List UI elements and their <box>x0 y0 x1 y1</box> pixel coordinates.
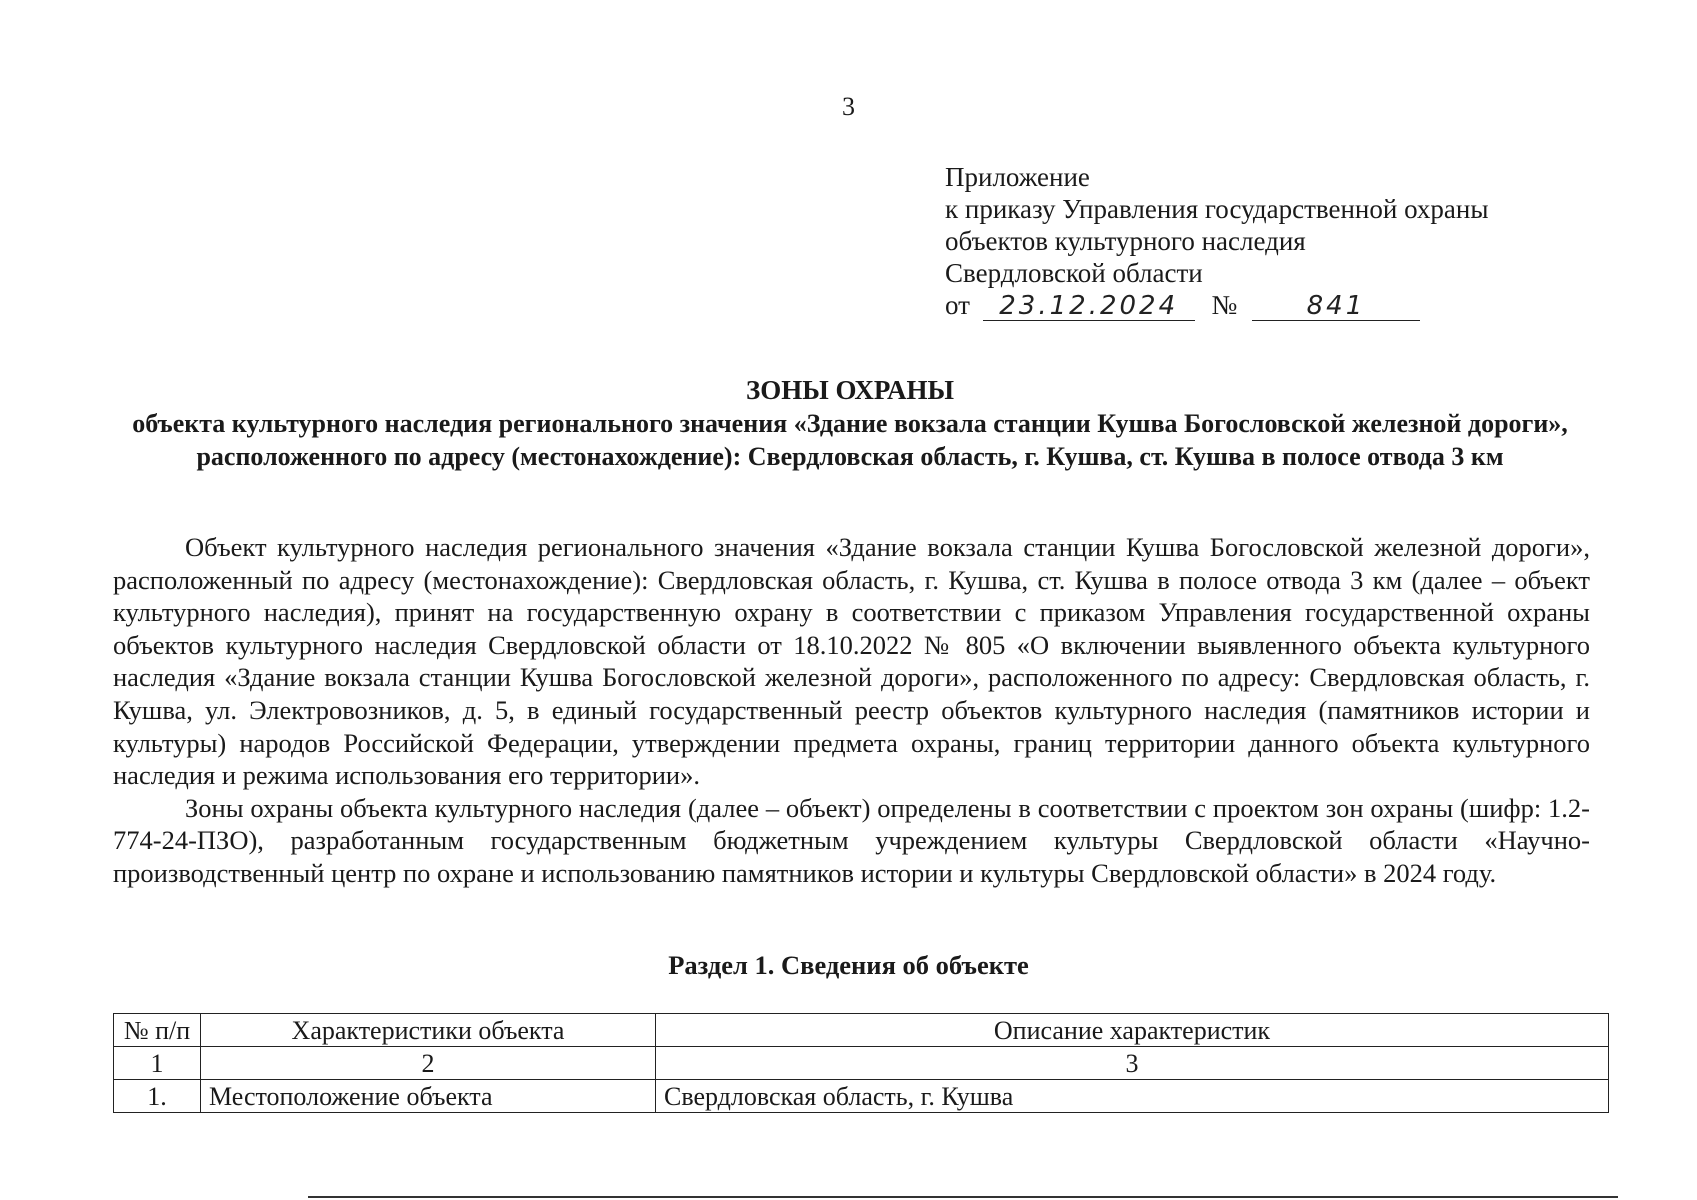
number-sign: № <box>1211 290 1238 320</box>
table-cell: Свердловская область, г. Кушва <box>656 1080 1609 1113</box>
appendix-line-2: к приказу Управления государственной охраны <box>945 194 1489 224</box>
paragraph-2: Зоны охраны объекта культурного наследия (далее – объект) определены в соответствии с проектом зон охраны (шифр: 1.2-774-24-ПЗО), разработанным государственным бюджетным учреждением культуры Свердловской области «Научно-производственный центр по охране и использованию памятников истории и культуры Свердловской области» в 2024 году. <box>113 792 1590 888</box>
header-cell-characteristics: Характеристики объекта <box>201 1014 656 1047</box>
appendix-line-4: Свердловской области <box>945 258 1203 288</box>
object-info-table <box>113 1013 1609 1113</box>
table-column-number-row <box>114 1047 1609 1080</box>
appendix-line-3: объектов культурного наследия <box>945 226 1306 256</box>
title-subtitle: объекта культурного наследия регионального значения «Здание вокзала станции Кушва Богословской железной дороги», расположенного по адресу (местонахождение): Свердловская область, г. Кушва, ст. Кушва в полосе отвода 3 км <box>132 409 1568 471</box>
table-header-row <box>114 1014 1609 1047</box>
bottom-divider <box>308 1196 1618 1198</box>
handwritten-order-number: 841 <box>1252 292 1420 321</box>
page-number: 3 <box>842 92 855 121</box>
column-number-cell: 2 <box>201 1047 656 1080</box>
handwritten-order-date: 23.12.2024 <box>983 292 1195 321</box>
header-cell-description: Описание характеристик <box>656 1014 1609 1047</box>
body-text <box>113 531 1590 890</box>
header-cell-number: № п/п <box>114 1014 201 1047</box>
table-cell: Местоположение объекта <box>201 1080 656 1113</box>
document-title <box>110 374 1590 473</box>
table-cell: 1. <box>114 1080 201 1113</box>
column-number-cell: 1 <box>114 1047 201 1080</box>
main-title: ЗОНЫ ОХРАНЫ <box>746 375 954 405</box>
column-number-cell: 3 <box>656 1047 1609 1080</box>
section-1-title: Раздел 1. Сведения об объекте <box>668 950 1029 980</box>
appendix-block <box>945 161 1488 321</box>
order-date-number-line <box>945 289 1488 321</box>
appendix-line-1: Приложение <box>945 162 1090 192</box>
table-row <box>114 1080 1609 1113</box>
paragraph-1: Объект культурного наследия регионального значения «Здание вокзала станции Кушва Богословской железной дороги», расположенный по адресу (местонахождение): Свердловская область, г. Кушва, ст. Кушва в полосе отвода 3 км (далее – объект культурного наследия), принят на государственную охрану в соответствии с приказом Управления государственной охраны объектов культурного наследия Свердловской области от 18.10.2022 № 805 «О включении выявленного объекта культурного наследия «Здание вокзала станции Кушва Богословской железной дороги», расположенного по адресу: Свердловская область, г. Кушва, ул. Электровозников, д. 5, в единый государственный реестр объектов культурного наследия (памятников истории и культуры) народов Российской Федерации, утверждении предмета охраны, границ территории данного объекта культурного наследия и режима использования его территории». <box>113 532 1590 791</box>
from-label: от <box>945 290 970 320</box>
